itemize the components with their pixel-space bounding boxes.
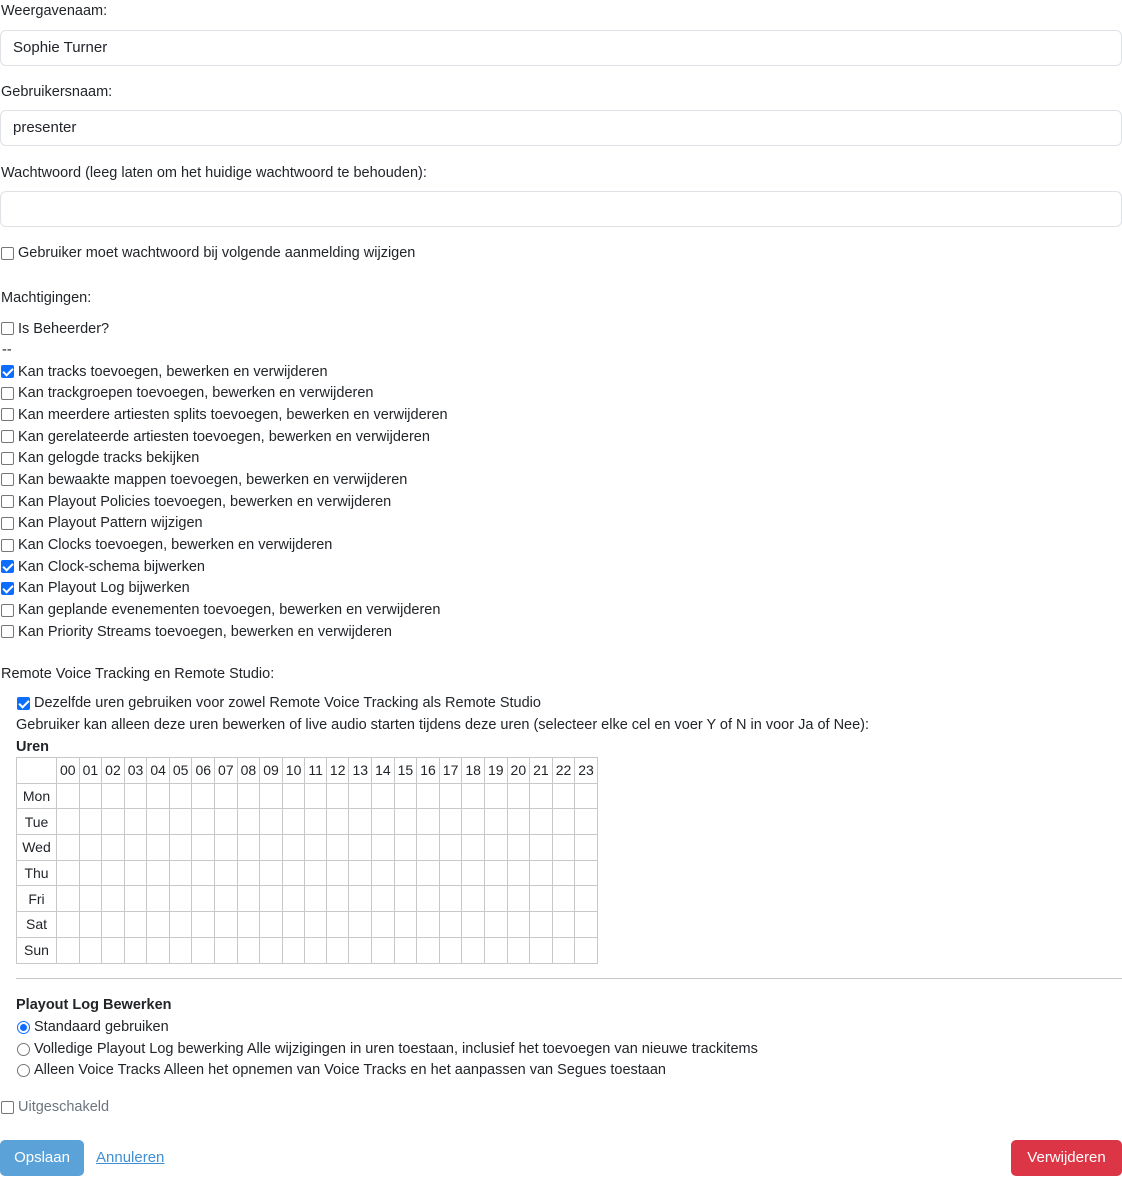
disabled-row[interactable] [0, 1097, 109, 1117]
hours-row [17, 937, 598, 963]
hour-cell[interactable] [439, 886, 462, 912]
hour-cell[interactable] [282, 912, 305, 938]
hours-row [17, 783, 598, 809]
hour-cell[interactable] [169, 886, 192, 912]
hour-cell[interactable] [169, 835, 192, 861]
hour-header: 13 [349, 758, 372, 784]
hour-cell[interactable] [484, 835, 507, 861]
hour-header: 23 [575, 758, 598, 784]
hour-header: 02 [102, 758, 125, 784]
hour-cell[interactable] [349, 783, 372, 809]
permission-label: Kan tracks toevoegen, bewerken en verwijderen [18, 363, 328, 380]
day-label: Fri [17, 886, 57, 912]
hour-cell[interactable] [237, 937, 260, 963]
hour-cell[interactable] [237, 886, 260, 912]
hour-cell[interactable] [102, 860, 125, 886]
permission-item[interactable] [0, 404, 600, 426]
hour-cell[interactable] [326, 860, 349, 886]
hour-cell[interactable] [305, 783, 327, 809]
day-label: Tue [17, 809, 57, 835]
hour-cell[interactable] [124, 886, 147, 912]
hour-cell[interactable] [372, 835, 395, 861]
permission-label: Kan geplande evenementen toevoegen, bewerken en verwijderen [18, 602, 441, 619]
hour-cell[interactable] [462, 886, 485, 912]
hour-cell[interactable] [79, 912, 102, 938]
hour-cell[interactable] [575, 860, 598, 886]
hour-cell[interactable] [417, 835, 440, 861]
hours-grid [16, 757, 598, 964]
hour-cell[interactable] [124, 860, 147, 886]
hour-cell[interactable] [552, 937, 575, 963]
hour-cell[interactable] [417, 860, 440, 886]
hour-header: 12 [326, 758, 349, 784]
delete-button[interactable]: Verwijderen [1011, 1140, 1122, 1176]
permissions-label: Machtigingen: [1, 290, 92, 306]
same-hours-row[interactable] [16, 693, 541, 713]
hour-cell[interactable] [237, 912, 260, 938]
hour-cell[interactable] [237, 835, 260, 861]
hour-cell[interactable] [102, 835, 125, 861]
hour-cell[interactable] [124, 809, 147, 835]
hour-cell[interactable] [215, 835, 238, 861]
hour-cell[interactable] [462, 937, 485, 963]
hour-cell[interactable] [394, 835, 417, 861]
hour-cell[interactable] [147, 937, 170, 963]
hour-cell[interactable] [102, 809, 125, 835]
permission-checkbox[interactable] [1, 604, 14, 617]
hour-header: 22 [552, 758, 575, 784]
hour-cell[interactable] [394, 886, 417, 912]
hour-header: 06 [192, 758, 215, 784]
permission-item[interactable] [0, 621, 600, 643]
playout-log-edit-option[interactable] [16, 1039, 758, 1059]
permission-label: Kan Playout Pattern wijzigen [18, 515, 203, 532]
hour-cell[interactable] [102, 912, 125, 938]
day-label: Thu [17, 860, 57, 886]
hour-cell[interactable] [260, 783, 283, 809]
permission-label: Kan bewaakte mappen toevoegen, bewerken en verwijderen [18, 471, 408, 488]
hour-cell[interactable] [575, 886, 598, 912]
hour-cell[interactable] [326, 809, 349, 835]
hour-cell[interactable] [462, 860, 485, 886]
hour-cell[interactable] [169, 783, 192, 809]
hour-cell[interactable] [192, 835, 215, 861]
hour-cell[interactable] [484, 783, 507, 809]
hour-header: 11 [305, 758, 327, 784]
hour-cell[interactable] [530, 809, 553, 835]
username-label: Gebruikersnaam: [1, 84, 113, 100]
day-label: Wed [17, 835, 57, 861]
hour-cell[interactable] [147, 809, 170, 835]
is-admin-row[interactable] [0, 318, 600, 340]
playout-log-edit-option-label: Standaard gebruiken [34, 1019, 169, 1035]
hour-header: 20 [507, 758, 530, 784]
hour-cell[interactable] [417, 937, 440, 963]
hour-cell[interactable] [507, 937, 530, 963]
hour-cell[interactable] [282, 860, 305, 886]
hour-cell[interactable] [575, 783, 598, 809]
hour-cell[interactable] [192, 912, 215, 938]
hour-cell[interactable] [552, 835, 575, 861]
hour-cell[interactable] [79, 937, 102, 963]
hour-cell[interactable] [79, 809, 102, 835]
hour-cell[interactable] [417, 809, 440, 835]
same-hours-checkbox[interactable] [17, 697, 30, 710]
disabled-checkbox[interactable] [1, 1101, 14, 1114]
playout-log-edit-radio[interactable] [17, 1021, 30, 1034]
hour-cell[interactable] [439, 835, 462, 861]
hour-cell[interactable] [192, 809, 215, 835]
hour-header: 17 [439, 758, 462, 784]
permission-item[interactable] [0, 382, 600, 404]
hour-cell[interactable] [79, 783, 102, 809]
must-change-password-label: Gebruiker moet wachtwoord bij volgende aanmelding wijzigen [18, 245, 416, 261]
playout-log-edit-radio[interactable] [17, 1043, 30, 1056]
hour-cell[interactable] [169, 912, 192, 938]
hour-header: 15 [394, 758, 417, 784]
same-hours-label: Dezelfde uren gebruiken voor zowel Remote Voice Tracking als Remote Studio [34, 695, 541, 711]
hour-cell[interactable] [326, 937, 349, 963]
permission-label: Kan gelogde tracks bekijken [18, 450, 200, 467]
hour-cell[interactable] [169, 809, 192, 835]
hour-cell[interactable] [102, 937, 125, 963]
permission-checkbox[interactable] [1, 430, 14, 443]
hour-cell[interactable] [552, 860, 575, 886]
permission-checkbox[interactable] [1, 582, 14, 595]
hour-cell[interactable] [439, 912, 462, 938]
hour-header: 03 [124, 758, 147, 784]
hour-cell[interactable] [169, 937, 192, 963]
permission-label: Kan Playout Log bijwerken [18, 580, 190, 597]
permission-item[interactable] [0, 578, 600, 600]
must-change-password-row[interactable] [0, 243, 415, 263]
hour-cell[interactable] [349, 860, 372, 886]
hour-cell[interactable] [147, 912, 170, 938]
remote-section-label: Remote Voice Tracking en Remote Studio: [1, 666, 275, 682]
day-label: Sun [17, 937, 57, 963]
hours-instructions: Gebruiker kan alleen deze uren bewerken of live audio starten tijdens deze uren (selecteer elke cel en voer Y of N in voor Ja of Nee): [16, 717, 870, 733]
permission-item[interactable] [0, 513, 600, 535]
permission-item[interactable] [0, 426, 600, 448]
hour-cell[interactable] [462, 835, 485, 861]
playout-log-edit-option-label: Alleen Voice Tracks Alleen het opnemen van Voice Tracks en het aanpassen van Segues toestaan [34, 1062, 666, 1078]
hour-header: 08 [237, 758, 260, 784]
hour-cell[interactable] [282, 809, 305, 835]
permission-label: Kan meerdere artiesten splits toevoegen, bewerken en verwijderen [18, 406, 448, 423]
hour-cell[interactable] [192, 886, 215, 912]
disabled-label: Uitgeschakeld [18, 1099, 110, 1115]
permission-label: Kan Clock-schema bijwerken [18, 558, 205, 575]
hour-cell[interactable] [57, 886, 80, 912]
hour-cell[interactable] [462, 809, 485, 835]
hour-header: 04 [147, 758, 170, 784]
permission-item[interactable] [0, 491, 600, 513]
hour-cell[interactable] [147, 860, 170, 886]
hour-header: 19 [484, 758, 507, 784]
hour-cell[interactable] [282, 783, 305, 809]
hour-header: 14 [372, 758, 395, 784]
hour-cell[interactable] [237, 860, 260, 886]
hour-cell[interactable] [305, 809, 327, 835]
hour-cell[interactable] [215, 783, 238, 809]
hour-cell[interactable] [57, 835, 80, 861]
hour-cell[interactable] [169, 860, 192, 886]
hour-cell[interactable] [79, 886, 102, 912]
hour-cell[interactable] [575, 912, 598, 938]
hour-cell[interactable] [349, 809, 372, 835]
hour-cell[interactable] [237, 783, 260, 809]
hour-cell[interactable] [372, 809, 395, 835]
hour-cell[interactable] [507, 860, 530, 886]
hour-cell[interactable] [305, 912, 327, 938]
hour-cell[interactable] [57, 860, 80, 886]
permissions-list[interactable] [0, 318, 600, 648]
hour-cell[interactable] [530, 937, 553, 963]
hour-cell[interactable] [507, 809, 530, 835]
permission-checkbox[interactable] [1, 517, 14, 530]
hour-header: 00 [57, 758, 80, 784]
permission-checkbox[interactable] [1, 408, 14, 421]
hour-header: 21 [530, 758, 553, 784]
hour-cell[interactable] [192, 937, 215, 963]
playout-log-edit-title: Playout Log Bewerken [16, 997, 172, 1013]
permission-checkbox[interactable] [1, 539, 14, 552]
hour-cell[interactable] [57, 783, 80, 809]
permission-checkbox[interactable] [1, 473, 14, 486]
hour-cell[interactable] [260, 860, 283, 886]
username-input[interactable]: presenter [0, 110, 1122, 146]
save-button[interactable]: Opslaan [0, 1140, 84, 1176]
hour-cell[interactable] [349, 912, 372, 938]
permission-checkbox[interactable] [1, 365, 14, 378]
hour-cell[interactable] [507, 783, 530, 809]
hours-row [17, 912, 598, 938]
password-input[interactable] [0, 191, 1122, 227]
permission-checkbox[interactable] [1, 387, 14, 400]
hour-cell[interactable] [215, 809, 238, 835]
hour-cell[interactable] [147, 783, 170, 809]
hour-cell[interactable] [215, 912, 238, 938]
hours-row [17, 809, 598, 835]
hour-cell[interactable] [394, 937, 417, 963]
hour-cell[interactable] [530, 912, 553, 938]
hour-cell[interactable] [575, 835, 598, 861]
hour-cell[interactable] [192, 860, 215, 886]
must-change-password-checkbox[interactable] [1, 247, 14, 260]
permission-item[interactable] [0, 447, 600, 469]
hour-cell[interactable] [372, 860, 395, 886]
hour-cell[interactable] [462, 783, 485, 809]
hour-cell[interactable] [305, 937, 327, 963]
playout-log-edit-radio[interactable] [17, 1064, 30, 1077]
hour-cell[interactable] [507, 912, 530, 938]
permission-label: Kan gerelateerde artiesten toevoegen, bewerken en verwijderen [18, 428, 430, 445]
hour-cell[interactable] [394, 860, 417, 886]
hour-cell[interactable] [439, 809, 462, 835]
hour-cell[interactable] [282, 886, 305, 912]
hour-cell[interactable] [530, 783, 553, 809]
hour-cell[interactable] [439, 783, 462, 809]
day-label: Sat [17, 912, 57, 938]
playout-log-edit-option[interactable] [16, 1060, 666, 1080]
hour-cell[interactable] [575, 937, 598, 963]
hour-header: 01 [79, 758, 102, 784]
hour-cell[interactable] [57, 937, 80, 963]
hour-cell[interactable] [215, 860, 238, 886]
hour-cell[interactable] [530, 860, 553, 886]
hour-cell[interactable] [305, 835, 327, 861]
hour-cell[interactable] [260, 886, 283, 912]
hours-row [17, 886, 598, 912]
hour-cell[interactable] [326, 835, 349, 861]
hour-cell[interactable] [147, 886, 170, 912]
hour-cell[interactable] [305, 860, 327, 886]
hour-cell[interactable] [215, 886, 238, 912]
hour-cell[interactable] [394, 783, 417, 809]
hour-cell[interactable] [124, 937, 147, 963]
hour-cell[interactable] [552, 783, 575, 809]
permission-checkbox[interactable] [1, 452, 14, 465]
hour-cell[interactable] [439, 937, 462, 963]
hour-cell[interactable] [372, 886, 395, 912]
permission-checkbox[interactable] [1, 495, 14, 508]
hour-cell[interactable] [102, 783, 125, 809]
hour-cell[interactable] [552, 886, 575, 912]
permission-label: Kan Playout Policies toevoegen, bewerken en verwijderen [18, 493, 392, 510]
hour-cell[interactable] [507, 835, 530, 861]
hour-cell[interactable] [552, 912, 575, 938]
hour-cell[interactable] [192, 783, 215, 809]
hour-cell[interactable] [260, 937, 283, 963]
hour-cell[interactable] [326, 783, 349, 809]
hour-cell[interactable] [530, 835, 553, 861]
permission-item[interactable] [0, 534, 600, 556]
hour-cell[interactable] [124, 835, 147, 861]
hour-cell[interactable] [237, 809, 260, 835]
hour-header: 09 [260, 758, 283, 784]
hour-cell[interactable] [79, 860, 102, 886]
hour-cell[interactable] [57, 912, 80, 938]
hour-cell[interactable] [530, 886, 553, 912]
hour-cell[interactable] [260, 912, 283, 938]
hour-cell[interactable] [507, 886, 530, 912]
hour-header: 05 [169, 758, 192, 784]
hours-row [17, 835, 598, 861]
hour-cell[interactable] [215, 937, 238, 963]
hour-cell[interactable] [372, 912, 395, 938]
hour-cell[interactable] [372, 783, 395, 809]
hour-cell[interactable] [79, 835, 102, 861]
permission-checkbox[interactable] [1, 560, 14, 573]
hour-cell[interactable] [417, 912, 440, 938]
hour-cell[interactable] [394, 809, 417, 835]
is-admin-label: Is Beheerder? [18, 320, 110, 337]
hours-title: Uren [16, 739, 50, 755]
hour-header: 10 [282, 758, 305, 784]
hour-cell[interactable] [326, 912, 349, 938]
hour-cell[interactable] [372, 937, 395, 963]
hour-cell[interactable] [124, 912, 147, 938]
permission-label: Kan Clocks toevoegen, bewerken en verwijderen [18, 537, 333, 554]
hours-row [17, 860, 598, 886]
hour-cell[interactable] [552, 809, 575, 835]
hour-header: 18 [462, 758, 485, 784]
password-label: Wachtwoord (leeg laten om het huidige wachtwoord te behouden): [1, 165, 427, 181]
hour-cell[interactable] [484, 937, 507, 963]
display-name-input[interactable]: Sophie Turner [0, 30, 1122, 66]
hour-cell[interactable] [394, 912, 417, 938]
hour-cell[interactable] [462, 912, 485, 938]
hour-cell[interactable] [417, 886, 440, 912]
hour-cell[interactable] [349, 835, 372, 861]
hour-cell[interactable] [484, 809, 507, 835]
playout-log-edit-option-label: Volledige Playout Log bewerking Alle wijzigingen in uren toestaan, inclusief het toevoegen van nieuwe trackitems [34, 1041, 758, 1057]
hour-cell[interactable] [575, 809, 598, 835]
hour-header: 16 [417, 758, 440, 784]
hour-cell[interactable] [439, 860, 462, 886]
permissions-separator: -- [2, 341, 12, 358]
hour-header: 07 [215, 758, 238, 784]
display-name-label: Weergavenaam: [1, 3, 108, 19]
permission-item[interactable] [0, 599, 600, 621]
day-label: Mon [17, 783, 57, 809]
hour-cell[interactable] [484, 912, 507, 938]
permission-item[interactable] [0, 556, 600, 578]
hour-cell[interactable] [417, 783, 440, 809]
permission-item[interactable] [0, 469, 600, 491]
permission-label: Kan trackgroepen toevoegen, bewerken en verwijderen [18, 385, 374, 402]
hour-cell[interactable] [260, 835, 283, 861]
hour-cell[interactable] [282, 835, 305, 861]
permission-item[interactable] [0, 361, 600, 383]
hours-grid-corner [17, 758, 57, 784]
hour-cell[interactable] [102, 886, 125, 912]
hour-cell[interactable] [484, 886, 507, 912]
hour-cell[interactable] [349, 886, 372, 912]
hour-cell[interactable] [326, 886, 349, 912]
hour-cell[interactable] [484, 860, 507, 886]
permission-label: Kan Priority Streams toevoegen, bewerken en verwijderen [18, 623, 392, 640]
permission-checkbox[interactable] [1, 625, 14, 638]
cancel-link[interactable]: Annuleren [96, 1149, 165, 1166]
section-divider [16, 978, 1122, 979]
hour-cell[interactable] [349, 937, 372, 963]
hour-cell[interactable] [260, 809, 283, 835]
hour-cell[interactable] [282, 937, 305, 963]
playout-log-edit-option[interactable] [16, 1017, 169, 1037]
hour-cell[interactable] [305, 886, 327, 912]
hour-cell[interactable] [124, 783, 147, 809]
hour-cell[interactable] [147, 835, 170, 861]
hour-cell[interactable] [57, 809, 80, 835]
is-admin-checkbox[interactable] [1, 322, 14, 335]
